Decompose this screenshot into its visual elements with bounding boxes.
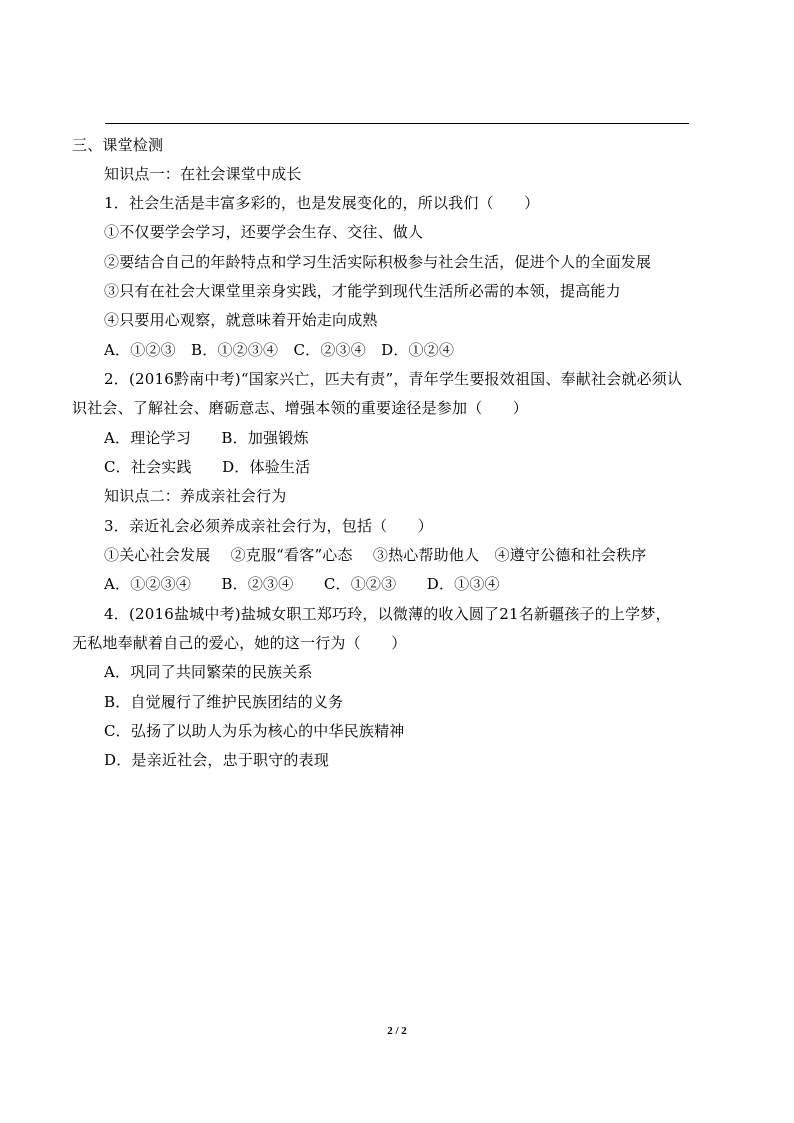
- question-1-stem: 1．社会生活是丰富多彩的，也是发展变化的，所以我们（ ）: [104, 194, 540, 212]
- question-2-stem-line-1: 2．(2016黔南中考)“国家兴亡，匹夫有责”，青年学生要报效祖国、奉献社会就必须认: [104, 370, 683, 388]
- question-1-options: A．①②③ B．①②③④ C．②③④ D．①②④: [104, 341, 455, 359]
- question-3-stem: 3．亲近礼会必须养成亲社会行为，包括（ ）: [104, 517, 433, 535]
- question-1-item-1: ①不仅要学会学习，还要学会生存、交往、做人: [104, 223, 424, 241]
- question-4-option-d: D．是亲近社会，忠于职守的表现: [104, 751, 330, 769]
- knowledge-point-1-heading: 知识点一：在社会课堂中成长: [104, 165, 302, 183]
- top-rule-line: [105, 123, 689, 124]
- question-3-options: A．①②③④ B．②③④ C．①②③ D．①③④: [104, 575, 500, 593]
- section-title: 三、课堂检测: [72, 136, 164, 154]
- question-2-options-line-2: C．社会实践 D．体验生活: [104, 458, 311, 476]
- page-number: 2 / 2: [387, 1025, 407, 1037]
- question-3-items: ①关心社会发展 ②克服“看客”心态 ③热心帮助他人 ④遵守公德和社会秩序: [104, 546, 647, 564]
- question-1-item-4: ④只要用心观察，就意味着开始走向成熟: [104, 311, 378, 329]
- question-2-options-line-1: A．理论学习 B．加强锻炼: [104, 429, 309, 447]
- question-4-stem-line-2: 无私地奉献着自己的爱心，她的这一行为（ ）: [72, 634, 407, 652]
- question-2-stem-line-2: 识社会、了解社会、磨砺意志、增强本领的重要途径是参加（ ）: [72, 399, 529, 417]
- question-4-option-b: B．自觉履行了维护民族团结的义务: [104, 693, 344, 711]
- question-1-item-2: ②要结合自己的年龄特点和学习生活实际积极参与社会生活，促进个人的全面发展: [104, 253, 652, 271]
- question-4-stem-line-1: 4．(2016盐城中考)盐城女职工郑巧玲，以微薄的收入圆了21名新疆孩子的上学梦，: [104, 605, 671, 623]
- question-4-option-a: A．巩同了共同繁荣的民族关系: [104, 663, 313, 681]
- question-1-item-3: ③只有在社会大课堂里亲身实践，才能学到现代生活所必需的本领，提高能力: [104, 282, 621, 300]
- knowledge-point-2-heading: 知识点二：养成亲社会行为: [104, 487, 287, 505]
- question-4-option-c: C．弘扬了以助人为乐为核心的中华民族精神: [104, 722, 405, 740]
